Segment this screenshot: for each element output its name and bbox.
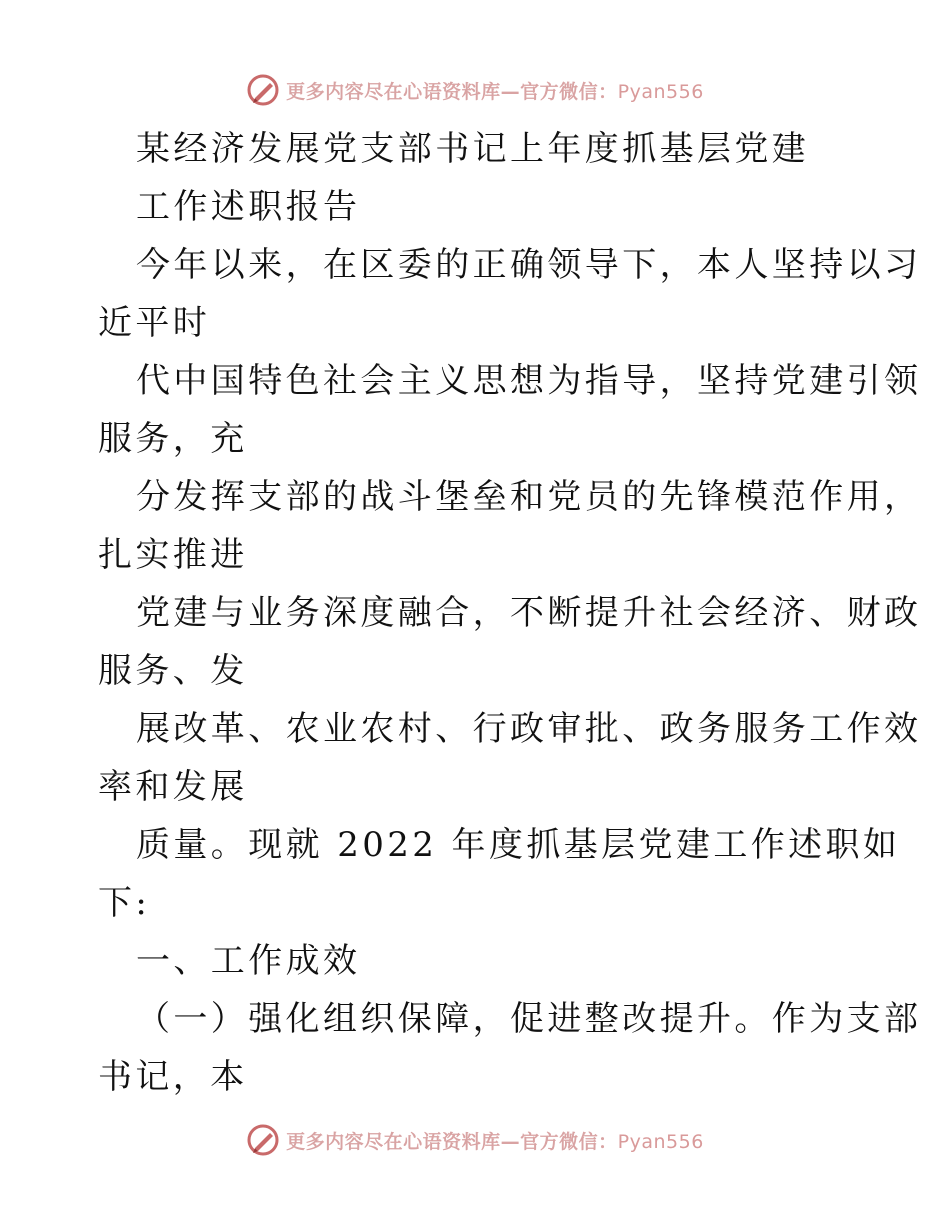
text-line: 党建与业务深度融合，不断提升社会经济、财政: [136, 593, 922, 633]
pen-logo-icon: [246, 1123, 280, 1157]
text-line: 展改革、农业农村、行政审批、政务服务工作效: [136, 709, 922, 749]
text-line: 今年以来，在区委的正确领导下，本人坚持以习: [136, 245, 922, 285]
text-line: 代中国特色社会主义思想为指导，坚持党建引领: [136, 361, 922, 401]
text-line: 分发挥支部的战斗堡垒和党员的先锋模范作用，: [136, 477, 922, 517]
text-line: 服务，充: [98, 419, 248, 459]
document-body: [98, 120, 922, 1106]
text-line: 率和发展: [98, 767, 248, 807]
watermark-header: [0, 70, 950, 110]
text-line: 服务、发: [98, 651, 248, 691]
text-line: 书记，本: [98, 1057, 248, 1097]
text-line: （一）强化组织保障，促进整改提升。作为支部: [136, 999, 922, 1039]
watermark-footer: [0, 1120, 950, 1160]
text-line: 某经济发展党支部书记上年度抓基层党建: [136, 129, 810, 169]
watermark-text: 更多内容尽在心语资料库—官方微信：Pyan556: [286, 80, 704, 103]
text-line: 近平时: [98, 303, 211, 343]
text-line: 质量。现就 2022 年度抓基层党建工作述职如: [136, 825, 901, 865]
text-line: 工作述职报告: [136, 187, 361, 227]
pen-logo-icon: [246, 73, 280, 107]
text-line: 一、工作成效: [136, 941, 361, 981]
text-line: 扎实推进: [98, 535, 248, 575]
text-line: 下:: [98, 883, 151, 923]
watermark-text: 更多内容尽在心语资料库—官方微信：Pyan556: [286, 1130, 704, 1153]
